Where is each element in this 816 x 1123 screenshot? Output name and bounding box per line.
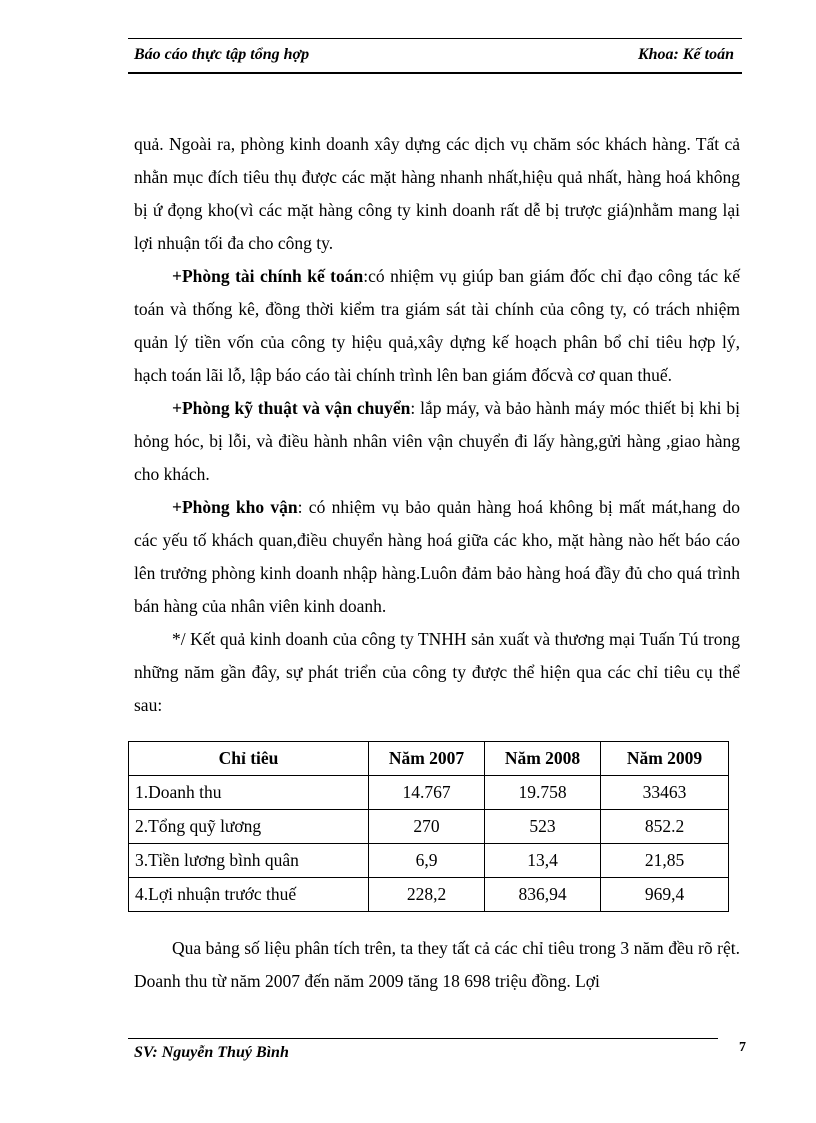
business-results-table	[128, 741, 729, 912]
warehouse-department-text: : có nhiệm vụ bảo quản hàng hoá không bị mất mát,hang do các yếu tố khách quan,điều chuyển hàng hoá giữa các kho, mặt hàng nào hết báo cáo lên trưởng phòng kinh doanh nhập hàng.Luôn đảm bảo hàng hoá đầy đủ cho quá trình bán hàng của nhân viên kinh doanh.	[134, 497, 740, 616]
table-cell: 852.2	[601, 810, 729, 844]
technical-department-text: : lắp máy, và bảo hành máy móc thiết bị khi bị hỏng hóc, bị lỗi, và điều hành nhân viên vận chuyển đi lấy hàng,gửi hàng ,giao hàng cho khách.	[134, 398, 740, 484]
table-cell: 836,94	[485, 878, 601, 912]
table-row	[129, 810, 729, 844]
table-cell: 1.Doanh thu	[129, 776, 369, 810]
page-number: 7	[739, 1040, 746, 1055]
table-cell: 969,4	[601, 878, 729, 912]
table-cell: 3.Tiền lương bình quân	[129, 844, 369, 878]
table-cell: 21,85	[601, 844, 729, 878]
page-footer	[134, 1040, 746, 1066]
paragraph-sales-department: quả. Ngoài ra, phòng kinh doanh xây dựng các dịch vụ chăm sóc khách hàng. Tất cả nhằn mục đích tiêu thụ được các mặt hàng nhanh nhất,hiệu quả nhất, hàng hoá không bị ứ đọng kho(vì các mặt hàng công ty kinh doanh rất dễ bị trược giá)nhằm mang lại lợi nhuận tối đa cho công ty.	[134, 134, 740, 253]
table-cell: 270	[369, 810, 485, 844]
paragraph-finance-department	[134, 260, 740, 392]
body-text-continued	[134, 932, 740, 998]
table-cell: 6,9	[369, 844, 485, 878]
header-department: Khoa: Kế toán	[637, 46, 734, 63]
table-cell: 14.767	[369, 776, 485, 810]
finance-department-text: :có nhiệm vụ giúp ban giám đốc chỉ đạo công tác kế toán và thống kê, đồng thời kiểm tra giám sát tài chính của công ty, có trách nhiệm quản lý tiền vốn của công ty hiệu quả,xây dựng kế hoạch phân bổ chỉ tiêu hợp lý, hạch toán lãi lỗ, lập báo cáo tài chính trình lên ban giám đốcvà cơ quan thuế.	[134, 266, 740, 385]
table-cell: 19.758	[485, 776, 601, 810]
header-report-title: Báo cáo thực tập tổng hợp	[134, 46, 310, 63]
table-cell: 13,4	[485, 844, 601, 878]
footer-rule	[128, 1038, 718, 1039]
table-cell: 33463	[601, 776, 729, 810]
table-cell: 4.Lợi nhuận trước thuế	[129, 878, 369, 912]
table-row	[129, 878, 729, 912]
page-header	[134, 42, 734, 70]
table-header-cell: Chỉ tiêu	[129, 742, 369, 776]
warehouse-department-heading: +Phòng kho vận	[172, 497, 298, 517]
table-cell: 2.Tổng quỹ lương	[129, 810, 369, 844]
footer-student-name: SV: Nguyễn Thuý Bình	[134, 1044, 289, 1061]
business-results-table-wrapper	[128, 741, 729, 912]
table-header-cell: Năm 2009	[601, 742, 729, 776]
paragraph-warehouse-department	[134, 491, 740, 623]
finance-department-heading: +Phòng tài chính kế toán	[172, 266, 364, 286]
table-header-cell: Năm 2007	[369, 742, 485, 776]
paragraph-technical-department	[134, 392, 740, 491]
paragraph-business-results-intro: */ Kết quả kinh doanh của công ty TNHH sản xuất và thương mại Tuấn Tú trong những năm gần đây, sự phát triển của công ty được thể hiện qua các chỉ tiêu cụ thể sau:	[134, 629, 740, 715]
body-text	[134, 128, 740, 722]
table-row	[129, 776, 729, 810]
table-row	[129, 844, 729, 878]
technical-department-heading: +Phòng kỹ thuật và vận chuyển	[172, 398, 411, 418]
table-header-cell: Năm 2008	[485, 742, 601, 776]
header-top-rule	[128, 38, 742, 39]
table-cell: 523	[485, 810, 601, 844]
paragraph-analysis: Qua bảng số liệu phân tích trên, ta they tất cả các chỉ tiêu trong 3 năm đều rõ rệt. Doanh thu từ năm 2007 đến năm 2009 tăng 18 698 triệu đồng. Lợi	[134, 938, 740, 991]
table-header-row	[129, 742, 729, 776]
header-bottom-rule	[128, 72, 742, 74]
table-cell: 228,2	[369, 878, 485, 912]
